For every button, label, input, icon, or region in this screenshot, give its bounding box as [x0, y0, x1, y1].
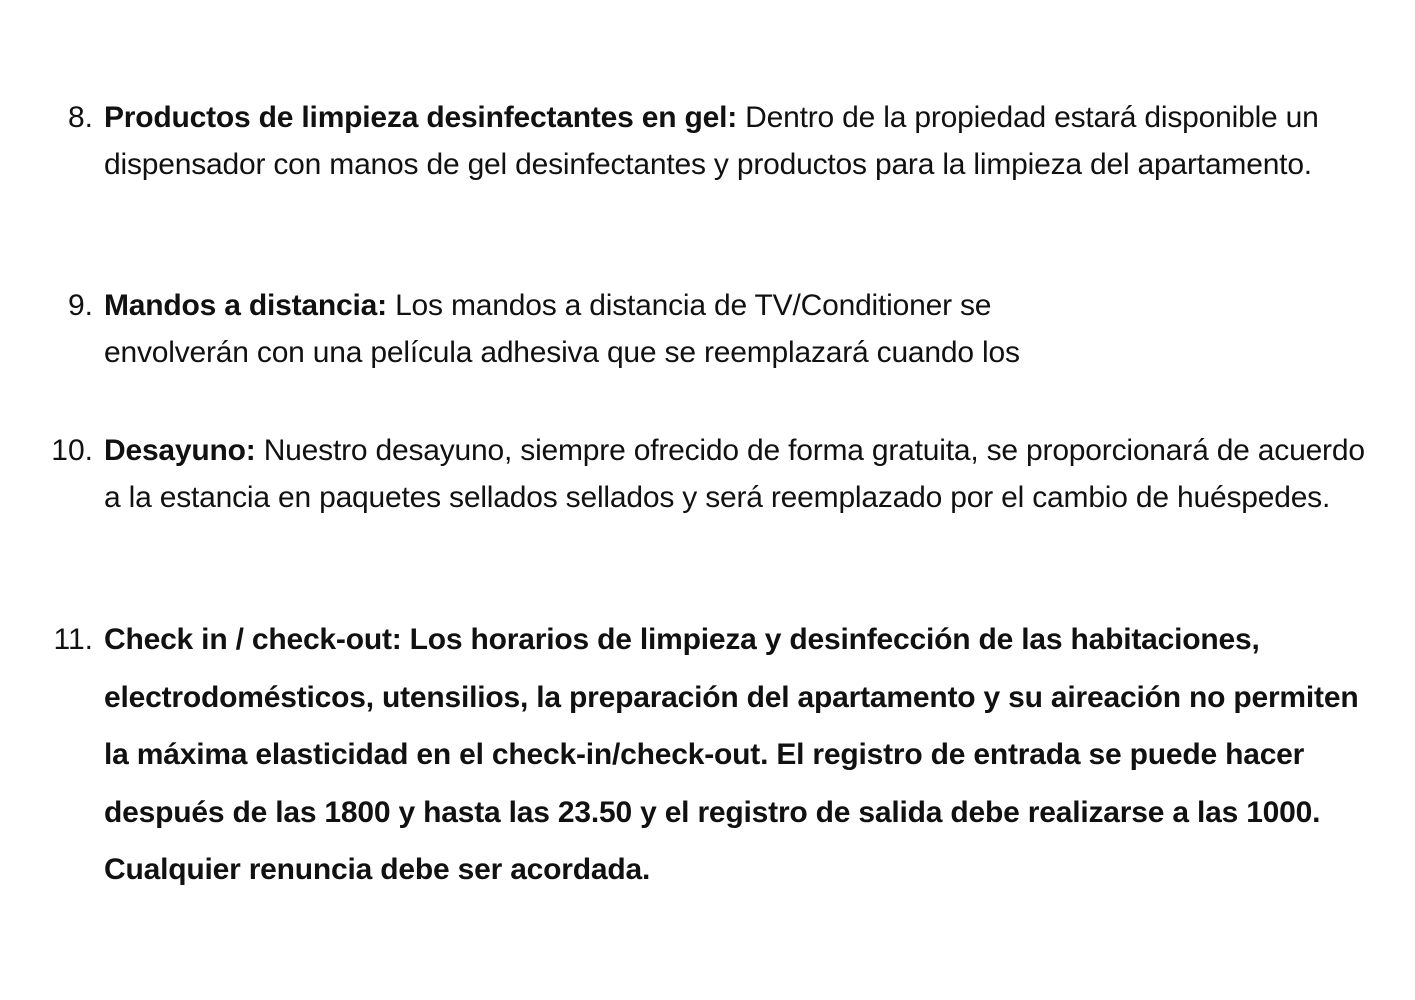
- list-number: 8.: [67, 101, 93, 134]
- list-item-text: Los mandos a distancia de TV/Conditioner se envolverán con una película adhesiva que se reemplazará cuando los: [104, 289, 1020, 369]
- list-item-heading: Check in / check-out:: [104, 623, 402, 656]
- list-item-heading: Desayuno:: [104, 434, 256, 467]
- list-item-text: Nuestro desayuno, siempre ofrecido de forma gratuita, se proporcionará de acuerdo a la estancia en paquetes sellados sellados y será reemplazado por el cambio de huéspedes.: [104, 434, 1365, 514]
- list-item-text: Dentro de la propiedad estará disponible un dispensador con manos de gel desinfectantes y productos para la limpieza del apartamento.: [104, 101, 1319, 181]
- list-number: 10.: [51, 434, 93, 467]
- list-item-body: [104, 282, 1104, 376]
- list-item-heading: Productos de limpieza desinfectantes en gel:: [104, 101, 738, 134]
- list-item-body: [104, 427, 1384, 521]
- list-number: 9.: [67, 289, 93, 322]
- list-number: 11.: [53, 623, 93, 656]
- list-item-body: [104, 94, 1384, 188]
- list-item-text: Los horarios de limpieza y desinfección de las habitaciones, electrodomésticos, utensilios, la preparación del apartamento y su aireación no permiten la máxima elasticidad en el check-in/check-out. El registro de entrada se puede hacer después de las 1800 y hasta las 23.50 y el registro de salida debe realizarse a las 1000. Cualquier renuncia debe ser acordada.: [104, 623, 1359, 886]
- list-item-body: [104, 611, 1384, 899]
- list-item-heading: Mandos a distancia:: [104, 289, 387, 322]
